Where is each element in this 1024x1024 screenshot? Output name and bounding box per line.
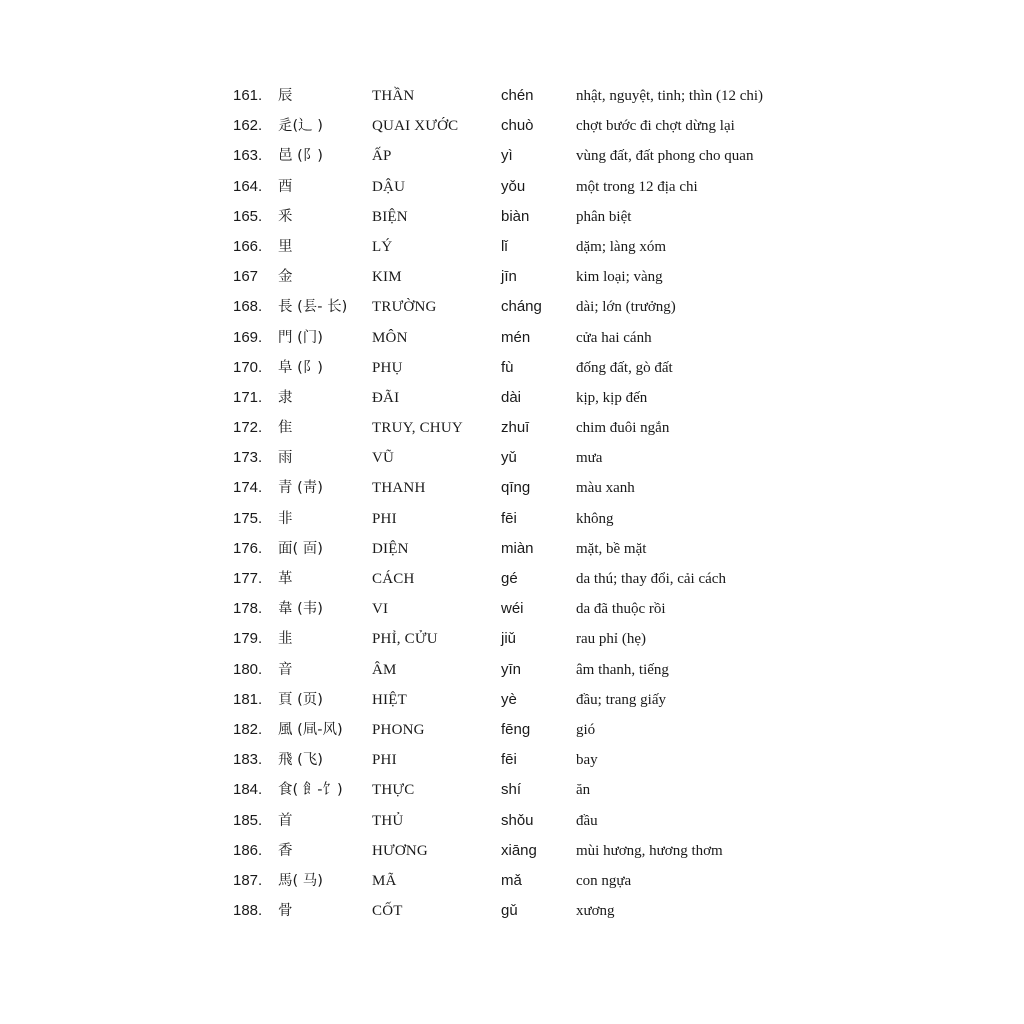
pinyin: chuò [501, 117, 534, 135]
radical-entry-row [0, 655, 1024, 685]
pinyin: wéi [501, 600, 524, 618]
radical-entry-row [0, 81, 1024, 111]
han-viet-name: THẦN [372, 88, 415, 104]
radical-character: 隶 [278, 389, 293, 406]
han-viet-name: CỐT [372, 903, 403, 920]
meaning: da đã thuộc rồi [576, 601, 666, 618]
entry-number: 173. [233, 449, 263, 467]
entry-number: 186. [233, 841, 263, 859]
radical-entry-row [0, 564, 1024, 594]
radical-character: 邑 (阝) [278, 148, 323, 165]
radical-character: 里 [278, 238, 293, 255]
radical-entry-row [0, 594, 1024, 624]
radical-entry-row [0, 866, 1024, 896]
radical-entry-row [0, 262, 1024, 292]
radical-entry-row [0, 745, 1024, 775]
radical-character: 飛 (飞) [278, 752, 323, 769]
meaning: gió [576, 721, 596, 738]
radical-entry-row [0, 353, 1024, 383]
pinyin: lǐ [501, 237, 508, 255]
radical-character: 隹 [278, 420, 293, 437]
meaning: ăn [576, 782, 591, 799]
radical-character: 青 (靑) [278, 480, 323, 497]
pinyin: yǔ [501, 449, 517, 467]
radical-character: 食( 飠-饣) [278, 782, 343, 799]
pinyin: fù [501, 358, 514, 376]
radical-character: 酉 [278, 178, 293, 195]
han-viet-name: ẤP [372, 148, 392, 165]
radical-entry-row [0, 775, 1024, 805]
entry-number: 184. [233, 781, 263, 799]
han-viet-name: KIM [372, 269, 402, 286]
meaning: cửa hai cánh [576, 329, 652, 346]
entry-number: 178. [233, 600, 263, 618]
radical-character: 長 (镸- 长) [278, 299, 348, 316]
meaning: đầu; trang giấy [576, 691, 666, 708]
radical-entry-row [0, 534, 1024, 564]
han-viet-name: TRUY, CHUY [372, 420, 463, 437]
han-viet-name: BIỆN [372, 208, 408, 225]
han-viet-name: LÝ [372, 238, 393, 255]
entry-number: 187. [233, 871, 263, 889]
meaning: mặt, bề mặt [576, 540, 647, 557]
radical-entry-row [0, 111, 1024, 141]
meaning: một trong 12 địa chi [576, 178, 698, 195]
radical-character: 首 [278, 812, 293, 829]
han-viet-name: DẬU [372, 178, 406, 195]
radical-character: 音 [278, 661, 293, 678]
pinyin: dài [501, 388, 522, 406]
radical-entry-row [0, 413, 1024, 443]
pinyin: fēi [501, 751, 517, 769]
radical-character: 金 [278, 269, 293, 286]
radical-character: 頁 (页) [278, 691, 323, 708]
pinyin: shí [501, 781, 522, 799]
radical-character: 風 (凬-风) [278, 721, 343, 738]
radical-entry-row [0, 715, 1024, 745]
han-viet-name: TRƯỜNG [372, 299, 437, 316]
radical-entry-row [0, 232, 1024, 262]
entry-number: 177. [233, 570, 263, 587]
pinyin: fēng [501, 720, 531, 738]
han-viet-name: DIỆN [372, 540, 409, 557]
entry-number: 162. [233, 117, 263, 135]
entry-number: 174. [233, 479, 263, 497]
pinyin: qīng [501, 479, 531, 497]
entry-number: 176. [233, 539, 263, 557]
radical-character: 辵(辶 ) [278, 118, 323, 135]
pinyin: yì [501, 147, 513, 165]
radical-entry-row [0, 202, 1024, 232]
radical-entry-row [0, 172, 1024, 202]
han-viet-name: PHI [372, 510, 397, 527]
entry-number: 168. [233, 298, 263, 316]
pinyin: mén [501, 328, 531, 346]
han-viet-name: PHỤ [372, 359, 403, 376]
entry-number: 163. [233, 147, 263, 165]
radical-entry-row [0, 836, 1024, 866]
meaning: kim loại; vàng [576, 269, 663, 286]
radical-entry-row [0, 896, 1024, 926]
radical-character: 辰 [278, 88, 293, 104]
meaning: âm thanh, tiếng [576, 661, 669, 678]
pinyin: zhuī [501, 419, 530, 437]
entry-number: 164. [233, 177, 263, 195]
radical-character: 阜 (阝) [278, 359, 323, 376]
meaning: mùi hương, hương thơm [576, 842, 723, 859]
han-viet-name: MÃ [372, 872, 397, 889]
meaning: chim đuôi ngắn [576, 420, 670, 437]
entry-number: 182. [233, 720, 263, 738]
radical-entry-row [0, 473, 1024, 503]
han-viet-name: CÁCH [372, 571, 415, 587]
radical-character: 香 [278, 842, 293, 859]
meaning: dài; lớn (trưởng) [576, 299, 676, 316]
meaning: vùng đất, đất phong cho quan [576, 148, 754, 165]
radical-entry-row [0, 443, 1024, 473]
han-viet-name: PHI [372, 752, 397, 769]
radical-entry-row [0, 504, 1024, 534]
han-viet-name: PHONG [372, 721, 425, 738]
han-viet-name: THANH [372, 480, 426, 497]
entry-number: 165. [233, 207, 263, 225]
han-viet-name: QUAI XƯỚC [372, 118, 459, 135]
meaning: phân biệt [576, 208, 632, 225]
entry-number: 169. [233, 328, 263, 346]
entry-number: 175. [233, 509, 263, 527]
entry-number: 172. [233, 419, 263, 437]
meaning: bay [576, 752, 598, 769]
meaning: con ngựa [576, 872, 632, 889]
han-viet-name: ĐÃI [372, 389, 400, 406]
entry-number: 166. [233, 237, 263, 255]
radical-entry-row [0, 685, 1024, 715]
meaning: mưa [576, 450, 603, 467]
radical-character: 門 (门) [278, 329, 323, 346]
pinyin: cháng [501, 298, 542, 316]
meaning: chợt bước đi chợt dừng lại [576, 118, 735, 135]
han-viet-name: MÔN [372, 329, 408, 346]
pinyin: jiǔ [501, 630, 517, 648]
meaning: đống đất, gò đất [576, 359, 673, 376]
han-viet-name: VI [372, 601, 389, 618]
pinyin: miàn [501, 539, 534, 557]
pinyin: mǎ [501, 871, 522, 889]
pinyin: gǔ [501, 902, 518, 920]
pinyin: yè [501, 690, 517, 708]
radical-entry-row [0, 323, 1024, 353]
han-viet-name: ÂM [372, 661, 397, 678]
radical-entry-row [0, 806, 1024, 836]
pinyin: yīn [501, 660, 522, 678]
meaning: không [576, 510, 614, 527]
meaning: màu xanh [576, 480, 635, 497]
radical-character: 韭 [278, 631, 293, 648]
radical-character: 釆 [278, 208, 293, 225]
han-viet-name: HƯƠNG [372, 842, 428, 859]
radical-character: 韋 (韦) [278, 601, 323, 618]
han-viet-name: THỰC [372, 782, 415, 799]
meaning: dặm; làng xóm [576, 238, 666, 255]
radical-character: 面( 靣) [278, 540, 323, 557]
pinyin: xiāng [501, 841, 537, 859]
radical-character: 革 [278, 571, 293, 587]
radical-entry-row [0, 141, 1024, 171]
entry-number: 185. [233, 811, 263, 829]
meaning: xương [576, 903, 615, 920]
entry-number: 183. [233, 751, 263, 769]
entry-number: 161. [233, 87, 263, 104]
radical-entry-row [0, 383, 1024, 413]
pinyin: shǒu [501, 811, 534, 829]
han-viet-name: THỦ [372, 812, 404, 829]
radical-character: 非 [278, 510, 293, 527]
entry-number: 180. [233, 660, 263, 678]
pinyin: biàn [501, 207, 530, 225]
entry-number: 179. [233, 630, 263, 648]
entry-number: 181. [233, 690, 263, 708]
han-viet-name: VŨ [372, 450, 395, 467]
pinyin: gé [501, 570, 518, 587]
entry-number: 170. [233, 358, 263, 376]
pinyin: chén [501, 87, 534, 104]
pinyin: yǒu [501, 177, 526, 195]
meaning: kịp, kịp đến [576, 389, 648, 406]
han-viet-name: HIỆT [372, 691, 407, 708]
entry-number: 167 [233, 268, 259, 286]
pinyin: jīn [501, 268, 517, 286]
meaning: rau phỉ (hẹ) [576, 631, 646, 648]
han-viet-name: PHỈ, CỬU [372, 631, 438, 648]
radical-character: 馬( 马) [278, 872, 323, 889]
radical-entry-row [0, 624, 1024, 654]
meaning: đầu [576, 812, 598, 829]
meaning: nhật, nguyệt, tinh; thìn (12 chi) [576, 88, 764, 104]
radical-entry-row [0, 292, 1024, 322]
entry-number: 188. [233, 902, 263, 920]
radical-table [0, 81, 1024, 926]
radical-character: 雨 [278, 450, 293, 467]
entry-number: 171. [233, 388, 263, 406]
pinyin: fēi [501, 509, 517, 527]
meaning: da thú; thay đổi, cải cách [576, 571, 726, 587]
radical-character: 骨 [278, 903, 293, 920]
